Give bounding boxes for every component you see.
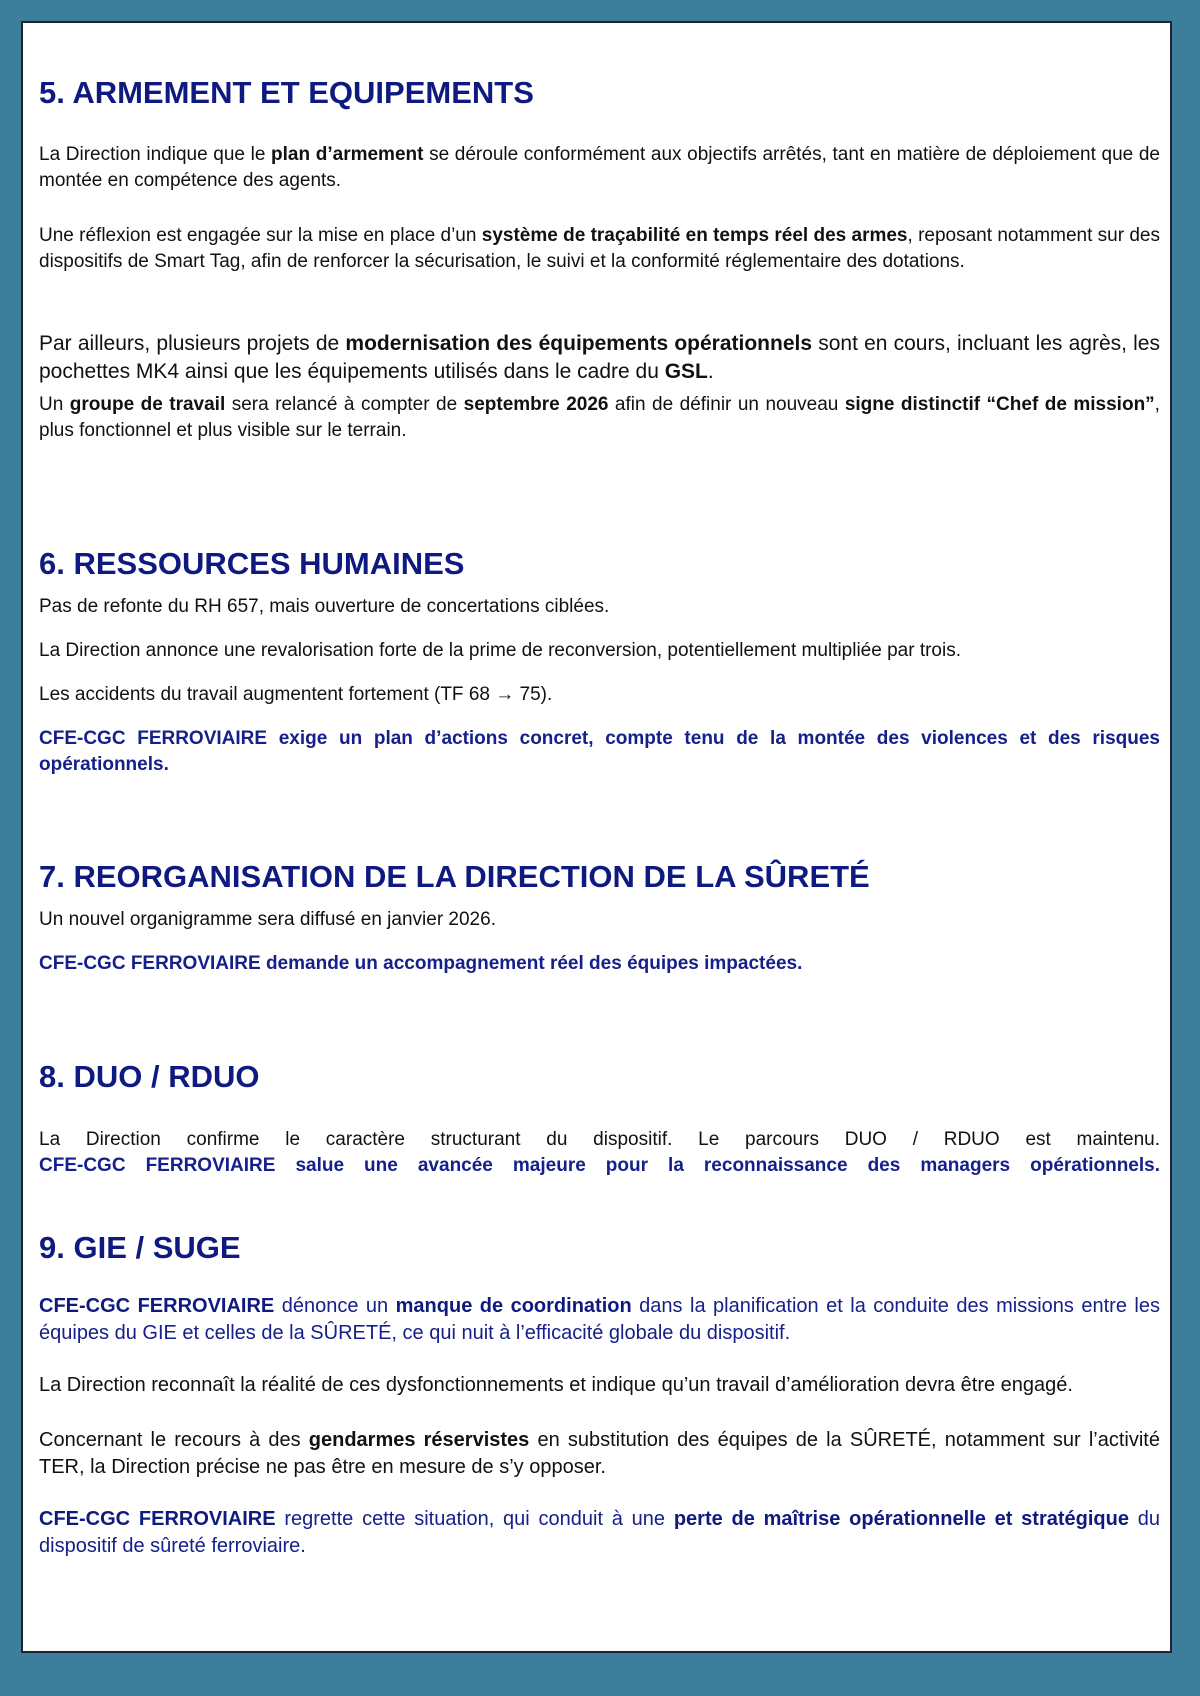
section-gie-suge — [39, 1230, 1160, 1266]
paragraph-tracabilite: Une réflexion est engagée sur la mise en place d’un système de traçabilité en temps réel des armes, reposant notamment sur des dispositifs de Smart Tag, afin de renforcer la sécurisation, le suivi et la conformité réglementaire des dotations. — [39, 225, 1160, 272]
paragraph-union-demand: CFE-CGC FERROVIAIRE exige un plan d’actions concret, compte tenu de la montée des violences et des risques opérationnels. — [39, 728, 1160, 775]
section-duo-rduo — [39, 1059, 1160, 1095]
paragraph-gendarmes: Concernant le recours à des gendarmes réservistes en substitution des équipes de la SÛRETÉ, notamment sur l’activité TER, la Direction précise ne pas être en mesure de s’y opposer. — [39, 1429, 1160, 1478]
section-reorganisation — [39, 859, 1160, 895]
paragraph-groupe-travail: Un groupe de travail sera relancé à compter de septembre 2026 afin de définir un nouveau signe distinctif “Chef de mission”, plus fonctionnel et plus visible sur le terrain. — [39, 394, 1160, 441]
paragraph-plan-armement: La Direction indique que le plan d’armement se déroule conformément aux objectifs arrêtés, tant en matière de déploiement que de montée en compétence des agents. — [39, 144, 1160, 191]
section-title: 5. ARMEMENT ET EQUIPEMENTS — [39, 75, 534, 110]
section-ressources-humaines — [39, 546, 1160, 582]
paragraph-organigramme: Un nouvel organigramme sera diffusé en janvier 2026. — [39, 909, 496, 930]
section-title: 6. RESSOURCES HUMAINES — [39, 546, 465, 581]
paragraph-dysfonctionnements: La Direction reconnaît la réalité de ces dysfonctionnements et indique qu’un travail d’amélioration devra être engagé. — [39, 1374, 1073, 1396]
paragraph-rh657: Pas de refonte du RH 657, mais ouverture de concertations ciblées. — [39, 596, 610, 617]
document-page — [21, 21, 1172, 1653]
section-title: 9. GIE / SUGE — [39, 1230, 241, 1265]
paragraph-union-accompagnement: CFE-CGC FERROVIAIRE demande un accompagnement réel des équipes impactées. — [39, 953, 803, 974]
section-title: 7. REORGANISATION DE LA DIRECTION DE LA SÛRETÉ — [39, 859, 870, 894]
paragraph-union-regret: CFE-CGC FERROVIAIRE regrette cette situation, qui conduit à une perte de maîtrise opérationnelle et stratégique du dispositif de sûreté ferroviaire. — [39, 1508, 1161, 1557]
paragraph-accidents-travail: Les accidents du travail augmentent fortement (TF 68 → 75). — [39, 684, 553, 705]
paragraph-prime-reconversion: La Direction annonce une revalorisation forte de la prime de reconversion, potentiellement multipliée par trois. — [39, 640, 962, 661]
paragraph-modernisation: Par ailleurs, plusieurs projets de modernisation des équipements opérationnels sont en cours, incluant les agrès, les pochettes MK4 ainsi que les équipements utilisés dans le cadre du GSL. — [39, 332, 1160, 383]
section-title: 8. DUO / RDUO — [39, 1059, 260, 1094]
paragraph-coordination: CFE-CGC FERROVIAIRE dénonce un manque de coordination dans la planification et la conduite des missions entre les équipes du GIE et celles de la SÛRETÉ, ce qui nuit à l’efficacité globale du dispositif. — [39, 1295, 1160, 1344]
section-armement — [39, 75, 1160, 111]
paragraph-duo: La Direction confirme le caractère structurant du dispositif. Le parcours DUO / RDUO est maintenu. CFE-CGC FERROVIAIRE salue une avancée majeure pour la reconnaissance des managers opérationnels. — [39, 1129, 1160, 1176]
